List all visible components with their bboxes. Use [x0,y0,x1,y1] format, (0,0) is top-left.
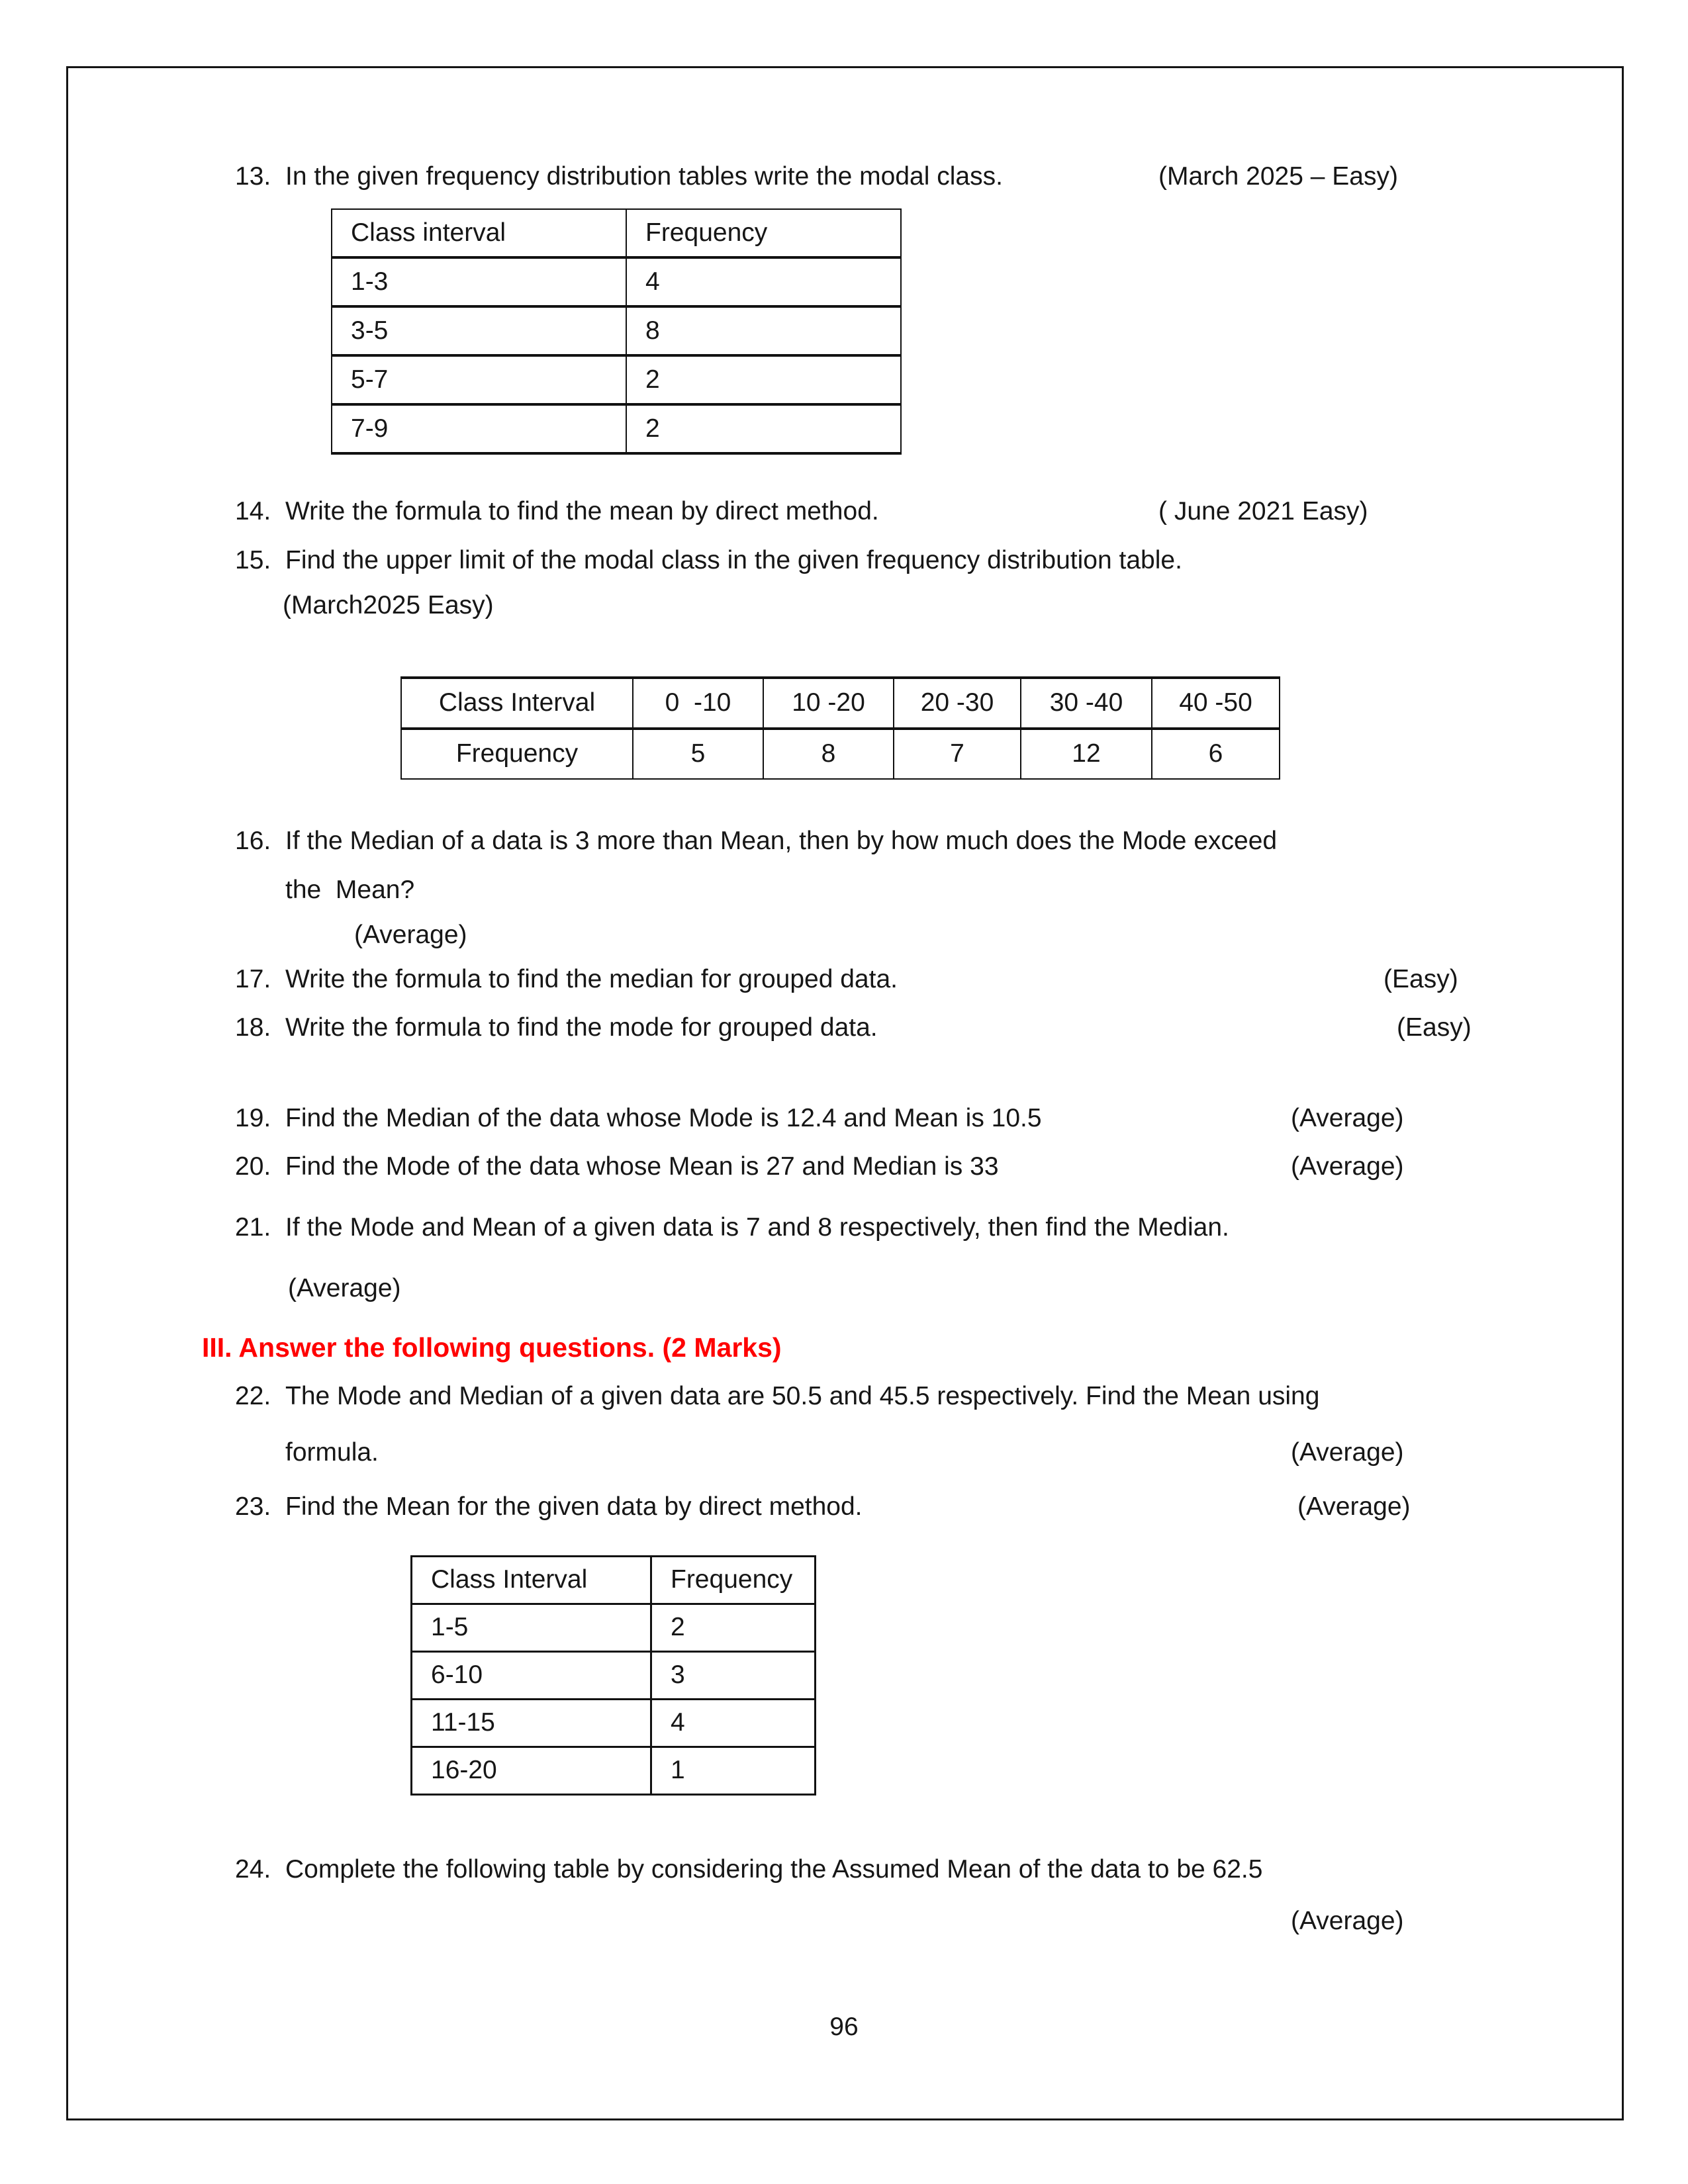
table-cell: 3-5 [332,306,626,355]
table-row [412,1652,816,1700]
question-text: Find the upper limit of the modal class in the given frequency distribution table. [285,546,1182,574]
table-header-cell: Class interval [332,209,626,257]
table-cell: 20 -30 [894,678,1021,729]
table-header-cell: Frequency [401,729,633,779]
table-header-row [412,1557,816,1604]
table-row [332,355,901,404]
table-row [401,729,1280,779]
question-number: 22. [235,1382,271,1410]
question-text: The Mode and Median of a given data are 50.5 and 45.5 respectively. Find the Mean using [285,1382,1320,1410]
table-cell: 3 [651,1652,816,1700]
question-tag: (March 2025 – Easy) [1158,162,1398,191]
table-header-row [332,209,901,257]
q23-frequency-table [410,1555,816,1796]
question-tag: (Average) [1291,1104,1404,1132]
question-15 [0,545,1688,576]
question-number: 13. [235,162,271,191]
table-row [332,306,901,355]
table-cell: 8 [626,306,901,355]
question-24 [0,1854,1688,1886]
table-cell: 5 [633,729,763,779]
table-cell: 10 -20 [763,678,894,729]
question-text: Complete the following table by considering the Assumed Mean of the data to be 62.5 [285,1855,1263,1884]
table-cell: 4 [626,257,901,306]
question-22 [0,1381,1688,1412]
section-3-heading: III. Answer the following questions. (2 Marks) [202,1332,782,1363]
table-row [332,257,901,306]
question-13 [0,161,1688,193]
question-number: 14. [235,497,271,525]
question-text: Find the Mean for the given data by direct method. [285,1492,863,1521]
q15-frequency-table [400,676,1280,780]
table-cell: 6 [1152,729,1280,779]
question-number: 24. [235,1855,271,1884]
question-number: 19. [235,1104,271,1132]
question-16-tag: (Average) [354,921,467,949]
question-21 [0,1212,1688,1244]
question-number: 20. [235,1152,271,1181]
question-number: 21. [235,1213,271,1242]
table-row [412,1700,816,1747]
question-number: 16. [235,827,271,855]
question-24-tag: (Average) [1291,1907,1404,1935]
table-row [412,1604,816,1652]
table-header-cell: Class Interval [401,678,633,729]
question-number: 17. [235,965,271,993]
question-text: Write the formula to find the mean by direct method. [285,497,879,525]
question-text: Write the formula to find the mode for grouped data. [285,1013,878,1042]
question-text: If the Median of a data is 3 more than Mean, then by how much does the Mode exceed [285,827,1278,855]
table-cell: 1-3 [332,257,626,306]
question-tag: (Average) [1291,1152,1404,1181]
question-tag: ( June 2021 Easy) [1158,497,1368,525]
table-cell: 6-10 [412,1652,651,1700]
question-15-tag: (March2025 Easy) [283,591,494,619]
table-header-cell: Frequency [626,209,901,257]
table-cell: 7 [894,729,1021,779]
table-cell: 2 [651,1604,816,1652]
question-tag: (Easy) [1397,1013,1472,1042]
question-number: 15. [235,546,271,574]
q13-frequency-table [331,208,902,455]
question-text: Find the Median of the data whose Mode is 12.4 and Mean is 10.5 [285,1104,1042,1132]
question-number: 18. [235,1013,271,1042]
table-cell: 1 [651,1747,816,1795]
table-cell: 7-9 [332,404,626,453]
table-cell: 1-5 [412,1604,651,1652]
question-21-tag: (Average) [288,1274,401,1302]
table-cell: 12 [1021,729,1152,779]
question-text: formula. [285,1438,379,1467]
table-cell: 40 -50 [1152,678,1280,729]
question-16-text-line2: the Mean? [285,876,415,904]
question-text: Write the formula to find the median for grouped data. [285,965,898,993]
table-header-row [401,678,1280,729]
question-20 [0,1152,1688,1183]
question-17 [0,964,1688,995]
table-cell: 30 -40 [1021,678,1152,729]
question-tag: (Average) [1297,1492,1411,1521]
table-cell: 4 [651,1700,816,1747]
table-cell: 11-15 [412,1700,651,1747]
table-cell: 5-7 [332,355,626,404]
table-header-cell: Frequency [651,1557,816,1604]
table-header-cell: Class Interval [412,1557,651,1604]
question-tag: (Easy) [1383,965,1458,993]
table-cell: 16-20 [412,1747,651,1795]
table-row [332,404,901,453]
question-14 [0,496,1688,527]
table-cell: 0 -10 [633,678,763,729]
question-18 [0,1013,1688,1044]
question-text: In the given frequency distribution tables write the modal class. [285,162,1003,191]
question-16 [0,826,1688,857]
page-number: 96 [829,2013,859,2041]
table-cell: 8 [763,729,894,779]
question-19 [0,1103,1688,1134]
question-22-line2 [0,1437,1688,1469]
question-text: If the Mode and Mean of a given data is 7 and 8 respectively, then find the Median. [285,1213,1229,1242]
question-23 [0,1492,1688,1523]
table-cell: 2 [626,404,901,453]
question-number: 23. [235,1492,271,1521]
question-tag: (Average) [1291,1438,1404,1467]
question-text: Find the Mode of the data whose Mean is 27 and Median is 33 [285,1152,999,1181]
table-row [412,1747,816,1795]
table-cell: 2 [626,355,901,404]
